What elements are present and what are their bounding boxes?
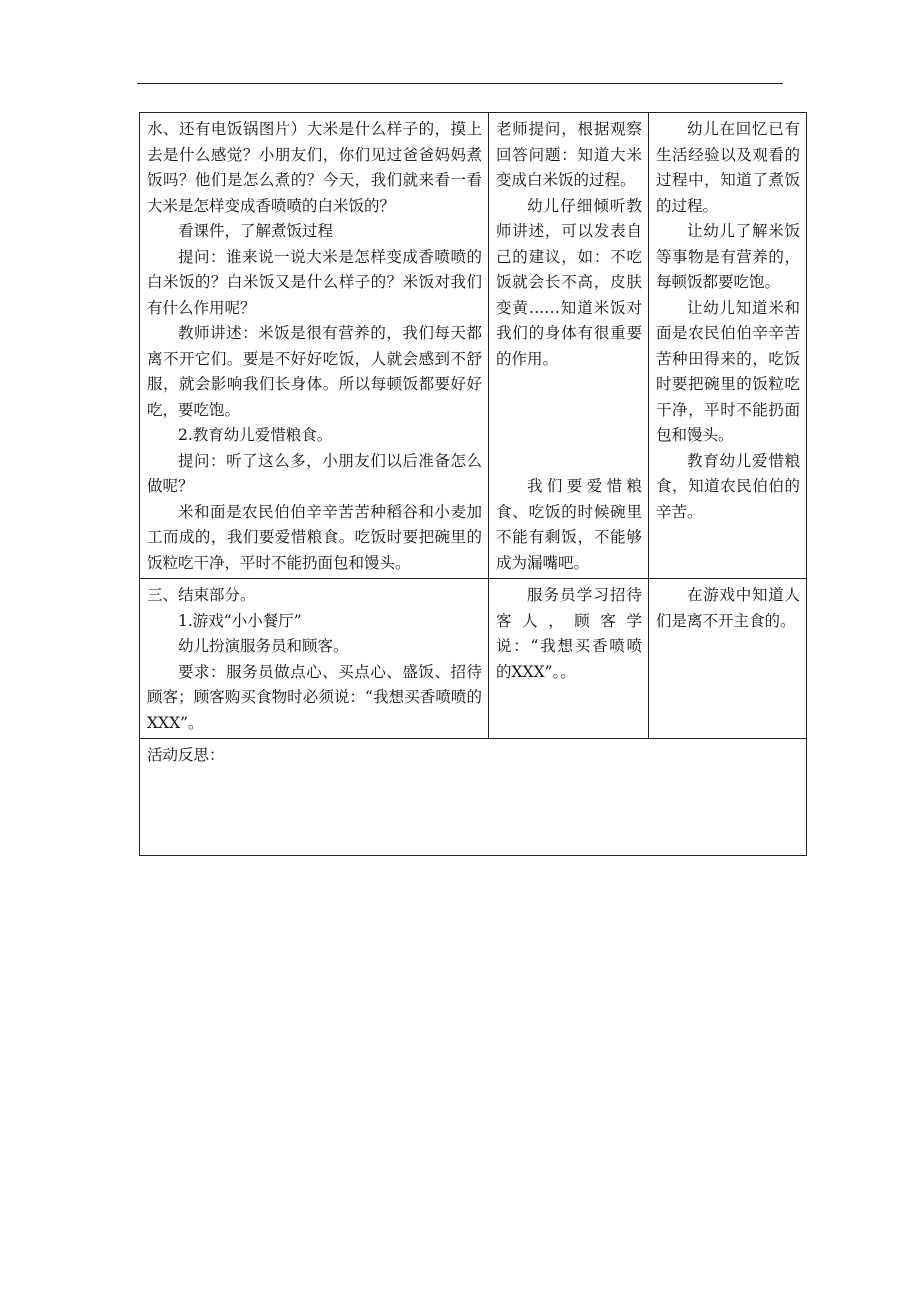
- paragraph: 2.教育幼儿爱惜粮食。: [178, 426, 333, 444]
- paragraph: 1.游戏“小小餐厅”: [178, 611, 302, 630]
- paragraph: 水、还有电饭锅图片）大米是什么样子的，摸上去是什么感觉？小朋友们，你们见过爸爸妈妈煮饭吗？他们是怎么煮的？今天，我们就来看一看大米是怎样变成香喷喷的白米饭的？: [147, 120, 482, 215]
- reflection-cell: [140, 739, 807, 856]
- paragraph: 提问：听了这么多，小朋友们以后准备怎么做呢？: [147, 451, 482, 495]
- section-heading: 三、结束部分。: [147, 586, 256, 604]
- spacer: [496, 449, 642, 475]
- paragraph: 我们要爱惜粮食、吃饭的时候碗里不能有剩饭，不能够成为漏嘴吧。: [496, 477, 642, 572]
- design-intent-cell: [649, 113, 807, 579]
- child-activity-cell: [489, 113, 649, 579]
- paragraph: 幼儿仔细倾听教师讲述，可以发表自己的建议，如：不吃饭就会长不高，皮肤变黄……知道米饭对我们的身体有很重要的作用。: [496, 196, 642, 368]
- reflection-label: 活动反思：: [147, 746, 225, 764]
- header-rule: [137, 83, 783, 84]
- paragraph: 幼儿扮演服务员和顾客。: [178, 637, 349, 655]
- child-activity-cell: [489, 579, 649, 739]
- paragraph: 让幼儿知道米和面是农民伯伯辛辛苦苦种田得来的，吃饭时要把碗里的饭粒吃干净，平时不能扔面包和馒头。: [656, 298, 800, 444]
- spacer: [496, 372, 642, 398]
- paragraph: 老师提问，根据观察回答问题：知道大米变成白米饭的过程。: [496, 120, 642, 189]
- design-intent-cell: [649, 579, 807, 739]
- paragraph: 看课件，了解煮饭过程: [178, 222, 334, 240]
- paragraph: 在游戏中知道人们是离不开主食的。: [656, 586, 800, 630]
- paragraph: 让幼儿了解米饭等事物是有营养的，每顿饭都要吃饱。: [656, 222, 800, 291]
- paragraph: 幼儿在回忆已有生活经验以及观看的过程中，知道了煮饭的过程。: [656, 120, 800, 215]
- paragraph: 教师讲述：米饭是很有营养的，我们每天都离不开它们。要是不好好吃饭，人就会感到不舒服，就会影响我们长身体。所以每顿饭都要好好吃，要吃饱。: [147, 324, 482, 419]
- paragraph: 提问：谁来说一说大米是怎样变成香喷喷的白米饭的？白米饭又是什么样子的？米饭对我们有什么作用呢？: [147, 247, 482, 317]
- table-row: [140, 739, 807, 856]
- spacer: [496, 398, 642, 424]
- spacer: [496, 423, 642, 449]
- paragraph: 教育幼儿爱惜粮食，知道农民伯伯的辛苦。: [656, 451, 800, 521]
- lesson-plan-table: [139, 112, 807, 856]
- process-cell: [140, 113, 489, 579]
- table-row: [140, 579, 807, 739]
- table-row: [140, 113, 807, 579]
- paragraph: 服务员学习招待客人，顾客学说：“我想买香喷喷的XXX”。。: [496, 586, 642, 681]
- paragraph: 要求：服务员做点心、买点心、盛饭、招待顾客；顾客购买食物时必须说：“我想买香喷喷的XXX”。: [147, 662, 482, 732]
- paragraph: 米和面是农民伯伯辛辛苦苦种稻谷和小麦加工而成的，我们要爱惜粮食。吃饭时要把碗里的饭粒吃干净，平时不能扔面包和馒头。: [147, 502, 482, 572]
- process-cell: [140, 579, 489, 739]
